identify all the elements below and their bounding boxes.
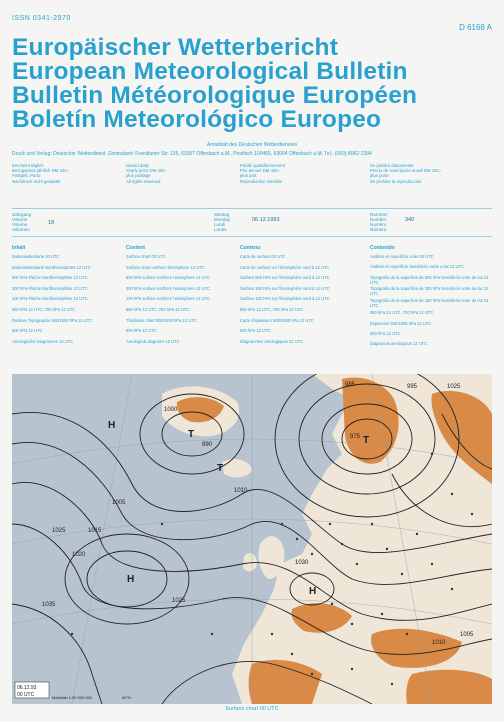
toc-item[interactable]: 500 hPa 12 UTC (370, 330, 401, 336)
toc-item[interactable]: Topografía de la superficie de 100 hPa hemisferio norte de las 12 UTC (370, 297, 489, 309)
toc-item[interactable]: 850 hPa 12 UTC, 700 hPa 12 UTC (240, 306, 304, 312)
isobar-label: 1020 (72, 552, 86, 558)
low-pressure-center: T (188, 429, 195, 440)
toc-item[interactable]: Análisis en superficie hemisferio norte a las 12 UTC (370, 264, 464, 270)
title-french: Bulletin Météorologique Européen (12, 82, 418, 109)
toc-item[interactable]: Relative Topographie 500/1000 hPa 12 UTC (12, 317, 93, 323)
isobar-label: 1000 (164, 407, 178, 413)
map-caption: Surface chart 00 UTC (225, 706, 279, 712)
toc-item[interactable]: Surface chart 00 UTC (126, 254, 166, 259)
high-pressure-center: H (108, 420, 116, 431)
isobar-label: 1010 (234, 488, 248, 494)
isobar-label: 1005 (112, 500, 126, 506)
isobar-label: 1010 (432, 640, 446, 646)
volume-value: 18 (48, 220, 55, 226)
toc-item[interactable]: Carte de surface sur l'hémisphère nord à 12 UTC (240, 264, 330, 270)
toc-spanish: Contenido Análisis en superficie a las 00 UTC Análisis en superficie hemisferio norte a las 12 UTC Topografía de la superficie de 500 hPa hemisferio norte de las 12 UTC Topografía de la superficie de 300 hPa hemisferio norte de las 12 UTC Topografía de la superficie de 100 hPa hemisferio norte de las 12 UTC 850 hPa 12 UTC, 700 hPa 12 UTC Espesores 500/1000 hPa 12 UTC 500 hPa 12 UTC Diagramas aerológicos 12 UTC (370, 244, 492, 347)
subscription-french: Publié quotidiennement Prix annuel DM 420,- plus port Reproduction interdite (240, 163, 285, 184)
toc-item[interactable]: Bodenwetterkarte Nordhemisphäre 12 UTC (12, 264, 91, 270)
map-date: 06.12.93 (17, 685, 37, 691)
toc-item[interactable]: Carte de surface 00 UTC (240, 254, 286, 259)
toc-german: Inhalt Bodenwetterkarte 00 UTC Bodenwetterkarte Nordhemisphäre 12 UTC 500 hPa-Fläche Nordhemisphäre 12 UTC 300 hPa-Fläche Nordhemisphäre 12 UTC 100 hPa-Fläche Nordhemisphäre 12 UTC 850 hPa 12 UTC, 700 hPa 12 UTC Relative Topographie 500/1000 hPa 12 UTC 500 hPa 12 UTC Aerologische Diagramme 12 UTC (12, 244, 130, 347)
isobar-label: 1015 (88, 528, 102, 534)
subscription-english: Issued daily Yearly price DM 420,- plus postage All rights reserved (126, 163, 168, 184)
surface-weather-map (12, 374, 492, 704)
toc-item[interactable]: 500 hPa surface northern hemisphere 12 UTC (126, 275, 210, 281)
toc-item[interactable]: 300 hPa surface northern hemisphere 12 UTC (126, 285, 210, 291)
isobar-label: 1025 (52, 528, 66, 534)
toc-item[interactable]: Surface 300 hPa sur l'hémisphère nord à 12 UTC (240, 285, 330, 291)
document-number: D 6168 A (459, 23, 492, 32)
issue-date: 06.12.1993 (252, 217, 280, 223)
issue-number: 340 (405, 217, 415, 223)
toc-item[interactable]: Bodenwetterkarte 00 UTC (12, 254, 60, 259)
low-pressure-center: T (217, 463, 224, 474)
toc-item[interactable]: Surface 500 hPa sur l'hémisphère nord à 12 UTC (240, 275, 330, 281)
divider (12, 236, 492, 237)
high-ground-anatolia (406, 670, 492, 704)
isobar-label: 1025 (447, 384, 461, 390)
volume-labels: Jahrgang Volume Volume Volumen (12, 212, 32, 232)
publisher-address: Druck und Verlag: Deutscher Wetterdienst -Zentralamt- Frankfurter Str. 135, 63067 Offenbach a.M., Postfach 100465, 63004 Offenbach a.M. Tel.: (069) 8062-2284 (12, 151, 372, 157)
toc-item[interactable]: Aerologische Diagramme 12 UTC (12, 338, 74, 344)
toc-item[interactable]: Topografía de la superficie de 500 hPa hemisferio norte de las 12 UTC (370, 274, 489, 285)
toc-item[interactable]: 850 hPa 12 UTC, 700 hPa 12 UTC (126, 306, 190, 312)
isobar-label: 1035 (42, 602, 56, 608)
title-spanish: Boletín Meteorológico Europeo (12, 106, 382, 133)
low-pressure-center: T (363, 435, 370, 446)
isobar-label: 1005 (460, 632, 474, 638)
subscription-german: Erscheint täglich Bezugspreis jährlich DM 420,- Postgeb. Porto Nachdruck nicht gestattet (12, 163, 70, 184)
map-time: 00 UTC (17, 692, 35, 698)
publisher-line: Amtsblatt des Deutschen Wetterdienstes (206, 142, 298, 148)
toc-item[interactable]: Surface 100 hPa sur l'hémisphère nord à 12 UTC (240, 296, 330, 302)
toc-item[interactable]: Espesores 500/1000 hPa 12 UTC (370, 320, 432, 326)
toc-item[interactable]: Diagramas aerológicos 12 UTC (370, 341, 428, 347)
toc-item[interactable]: Carte d'épaisseur 500/1000 hPa 12 UTC (240, 317, 314, 323)
toc-item[interactable]: 500 hPa 12 UTC (12, 328, 43, 334)
toc-item[interactable]: 850 hPa 12 UTC, 700 hPa 12 UTC (370, 310, 434, 316)
title-english: European Meteorological Bulletin (12, 58, 408, 85)
toc-item[interactable]: Análisis en superficie a las 00 UTC (370, 254, 434, 259)
map-latitude: 60°N (122, 695, 131, 700)
issn-label: ISSN 0341-2970 (12, 15, 71, 22)
isobar-label: 1025 (172, 598, 186, 604)
isobar-label: 985 (345, 382, 356, 388)
toc-english: Content Surface chart 00 UTC Surface chart northern hemisphere 12 UTC 500 hPa surface northern hemisphere 12 UTC 300 hPa surface northern hemisphere 12 UTC 100 hPa surface northern hemisphere 12 UTC 850 hPa 12 UTC, 700 hPa 12 UTC Thickness chart 500/1000 hPa 12 UTC 500 hPa 12 UTC Aerological diagrams 12 UTC (126, 244, 244, 347)
toc-item[interactable]: 850 hPa 12 UTC, 700 hPa 12 UTC (12, 306, 76, 312)
high-pressure-center: H (309, 586, 317, 597)
map-scale: Maßstab 1:30 000 000 (52, 695, 93, 700)
toc-item[interactable]: Diagrammes aérologiques 12 UTC (240, 338, 304, 344)
isobar-label: 975 (350, 434, 361, 440)
divider (12, 208, 492, 209)
toc-item[interactable]: 500 hPa-Fläche Nordhemisphäre 12 UTC (12, 275, 88, 281)
isobar-label: 995 (407, 384, 418, 390)
toc-item[interactable]: 500 hPa 12 UTC (126, 328, 157, 334)
toc-french: Contenu Carte de surface 00 UTC Carte de surface sur l'hémisphère nord à 12 UTC Surface 500 hPa sur l'hémisphère nord à 12 UTC Surface 300 hPa sur l'hémisphère nord à 12 UTC Surface 100 hPa sur l'hémisphère nord à 12 UTC 850 hPa 12 UTC, 700 hPa 12 UTC Carte d'épaisseur 500/1000 hPa 12 UTC 500 hPa 12 UTC Diagrammes aérologiques 12 UTC (240, 244, 358, 347)
toc-item[interactable]: Surface chart northern hemisphere 12 UTC (126, 264, 205, 270)
toc-item[interactable]: Thickness chart 500/1000 hPa 12 UTC (126, 317, 197, 323)
toc-item[interactable]: Aerological diagrams 12 UTC (126, 338, 180, 344)
toc-item[interactable]: 300 hPa-Fläche Nordhemisphäre 12 UTC (12, 285, 88, 291)
subscription-spanish: Se publica diariamente Precio de suscripción anual DM 420,- plus porte Se prohibe la reproducción (370, 163, 442, 184)
weather-map-svg (12, 374, 492, 704)
toc-item[interactable]: 100 hPa-Fläche Nordhemisphäre 12 UTC (12, 296, 88, 302)
toc-item[interactable]: Topografía de la superficie de 300 hPa hemisferio norte de las 12 UTC (370, 286, 489, 297)
isobar-label: 1030 (295, 560, 309, 566)
number-labels: Nummer Number Numéro Número (370, 212, 388, 232)
title-german: Europäischer Wetterbericht (12, 34, 339, 61)
isobar-label: 990 (202, 442, 213, 448)
day-labels: Montag Monday Lundi Lunes (214, 212, 231, 232)
toc-item[interactable]: 500 hPa 12 UTC (240, 328, 271, 334)
toc-item[interactable]: 100 hPa surface northern hemisphere 12 UTC (126, 296, 210, 302)
high-pressure-center: H (127, 574, 135, 585)
